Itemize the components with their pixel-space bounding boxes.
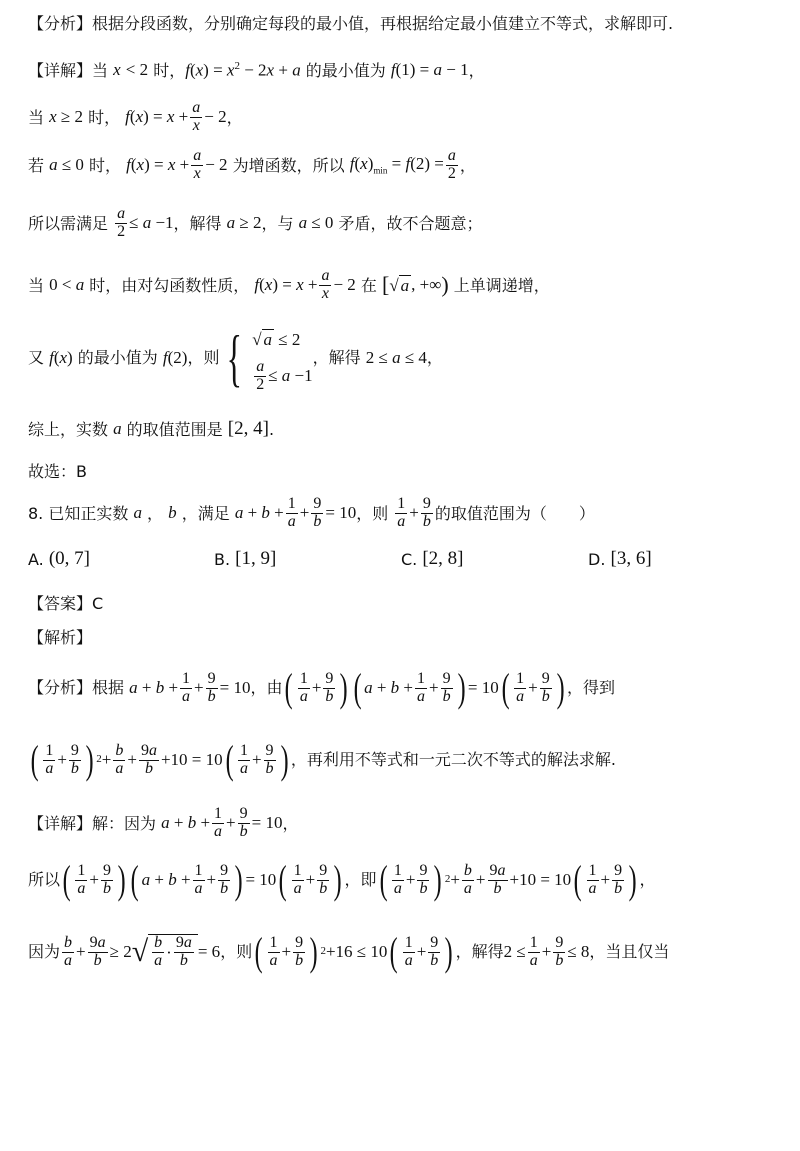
jiexi-tag: 【解析】 xyxy=(28,628,93,647)
answer-line xyxy=(28,594,103,613)
option-c: C. [2, 8] xyxy=(401,548,464,569)
q8-detail-line-2: 所以 ( $\frac{1}{a}$ + $\frac{9}{b}$ ) ( a + b + $\frac{1}{a}$ + $\frac{9}{b}$ ) = 10 ( $\frac{1}{a}$ + $\frac{9}{b}$ ) ，即 ( $\frac{1}{a}$ + $\frac{9}{b}$ ) 2 + $\frac{b}{a}$ + $\frac{9a}{b}$ +10 = 10 ( $\frac{1}{a}$ + $\frac{9}{b}$ ) ， xyxy=(28,857,656,902)
choice-line xyxy=(28,462,87,481)
answer-text: 【答案】C xyxy=(28,594,104,613)
detail-line-7: 综上，实数 a 的取值范围是 [2, 4] . xyxy=(28,418,275,439)
q8-detail-line-1: 【详解】解：因为 a + b + $\frac{1}{a}$ + $\frac{9}{b}$ = 10 ， xyxy=(28,805,299,840)
detail-line-5: 当 0 < a 时，由对勾函数性质， f(x) = x + $\frac{a}{x}$ − 2 在 [ √ a , +∞ ) 上单调递增， xyxy=(28,267,550,302)
option-b: B. [1, 9] xyxy=(214,548,277,569)
detail-tag: 【详解】 xyxy=(28,60,93,80)
detail-line-1: 【详解】 当 x < 2 时， $f(x) = x^2 - 2x + a$ 的最小值为 f(1) = a − 1 ， xyxy=(28,60,485,80)
detail-line-4: 所以需满足 $\frac{a}{2}$ ≤ a −1 ，解得 a ≥ 2 ，与 a ≤ 0 矛盾，故不合题意； xyxy=(28,205,483,240)
question-8-stem: 8. 已知正实数 a ， b ，满足 a + b + $\frac{1}{a}$ + $\frac{9}{b}$ = 10 ，则 $\frac{1}{a}$ + $\frac{9}{b}$ 的取值范围为（ ） xyxy=(28,495,595,530)
choice-text: 故选：B xyxy=(28,462,87,481)
analysis-text: 根据分段函数，分别确定每段的最小值，再根据给定最小值建立不等式，求解即可. xyxy=(92,14,674,33)
jiexi-line xyxy=(28,628,92,647)
detail-line-3: 若 a ≤ 0 时， f(x) = x + $\frac{a}{x}$ − 2 为增函数，所以 $f(x)_{min} = f(2)$ = $\frac{a}{2}$ ， xyxy=(28,147,476,182)
q8-analysis-line-2: ( $\frac{1}{a}$ + $\frac{9}{b}$ ) 2 + $\frac{b}{a}$ + $\frac{9a}{b}$ +10 = 10 ( $\frac{1}{a}$ + $\frac{9}{b}$ ) ，再利用不等式和一元二次不等式的解法求解. xyxy=(30,737,616,782)
analysis-tag: 【分析】 xyxy=(28,14,93,33)
analysis-line xyxy=(28,14,673,33)
detail-line-2: 当 x ≥ 2 时， f(x) = x + $\frac{a}{x}$ − 2 ， xyxy=(28,99,243,134)
option-a: A. (0, 7] xyxy=(28,548,90,569)
q8-detail-line-3: 因为 $\frac{b}{a}$ + $\frac{9a}{b}$ ≥ 2 √ $\frac{b}{a}$ · $\frac{9a}{b}$ = 6 ，则 ( $\frac{1}{a}$ + $\frac{9}{b}$ ) 2 +16 ≤ 10 ( $\frac{1}{a}$ + $\frac{9}{b}$ ) ，解得 2 ≤ $\frac{1}{a}$ + $\frac{9}{b}$ ≤ 8 ，当且仅当 xyxy=(28,929,670,974)
option-d: D. [3, 6] xyxy=(588,548,652,569)
q8-analysis-line: 【分析】根据 a + b + $\frac{1}{a}$ + $\frac{9}{b}$ = 10 ，由 ( $\frac{1}{a}$ + $\frac{9}{b}$ ) ( a + b + $\frac{1}{a}$ + $\frac{9}{b}$ ) = 10 ( $\frac{1}{a}$ + $\frac{9}{b}$ ) ，得到 xyxy=(28,665,616,710)
detail-line-6: 又 f(x) 的最小值为 f(2) ，则 { √ a ≤ 2 $\frac{a}{2}$ ≤ a −1 ，解得 2 ≤ a ≤ 4 ， xyxy=(28,322,443,393)
